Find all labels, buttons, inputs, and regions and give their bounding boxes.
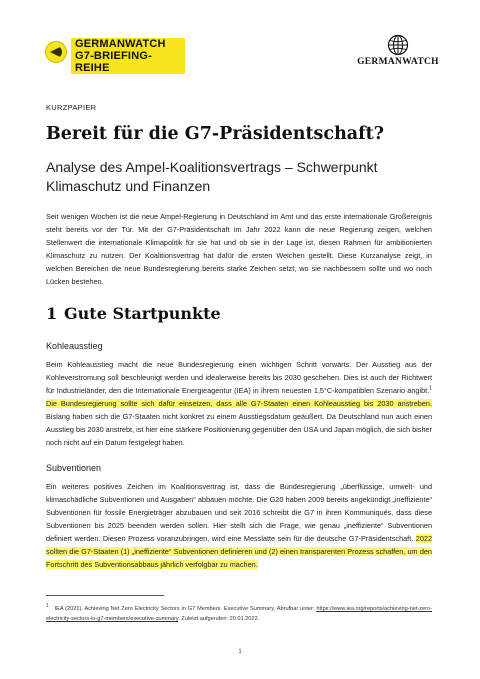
paragraph-text: Ein weiteres positives Zeichen im Koalitionsvertrag ist, dass die Bundesregierung „überflüssige, umwelt- und klimaschädliche Subventionen und Ausgaben“ abbauen möchte. Die G20 haben 2009 bereits angekündigt „ineffiziente“ Subventionen für fossile Energieträger abzubauen und seit 2016 schreibt die G7 in ihren Kommuniqués, dass diese Subventionen bis 2025 beenden werden sollen. Hier stellt sich die Frage, wie genau „ineffiziente“ Subventionen definiert werden. Diesen Prozess voranzubringen, wird eine Messlatte sein für die deutsche G7-Präsidentschaft. xyxy=(46,482,432,543)
subheading-kohleausstieg: Kohleausstieg xyxy=(46,341,103,351)
organization-name: GERMANWATCH xyxy=(357,57,439,67)
footnote-reference[interactable]: 1 xyxy=(429,385,432,392)
series-logo xyxy=(45,38,185,74)
series-label xyxy=(71,38,185,74)
footnote-divider xyxy=(46,595,164,596)
page-number: 1 xyxy=(238,649,242,655)
highlighted-recommendation: Die Bundesregierung sollte sich dafür einsetzen, dass alle G7-Staaten einen Kohleausstieg bis 2030 anstreben. xyxy=(46,399,432,408)
paragraph-kohleausstieg xyxy=(46,358,432,449)
series-line-2: G7-BRIEFING-REIHE xyxy=(75,50,152,74)
document-type-label: KURZPAPIER xyxy=(46,103,97,112)
section-title: Gute Startpunkte xyxy=(64,304,221,323)
footnote-date: . Zuletzt aufgerufen: 20.01.2022. xyxy=(178,616,260,622)
page-subtitle: Analyse des Ampel-Koalitionsvertrags – Schwerpunkt Klimaschutz und Finanzen xyxy=(46,159,378,194)
footnote-text: IEA (2021). Achieving Net Zero Electricity Sectors in G7 Members. Executive Summary. Abrufbar unter: xyxy=(54,606,315,612)
footnote-link[interactable]: https://www.iea.org/reports/achieving-net-zero-electricity-sectors-in-g7-members/executive-summary xyxy=(46,606,432,622)
paragraph-text: Bislang haben sich die G7-Staaten nicht konkret zu einem Ausstiegsdatum geäußert. Da Deutschland nun auch einen Ausstieg bis 2030 anstrebt, ist hier eine stärkere Positionierung gegenüber den USA und Japan möglich, die sich bisher noch nicht auf ein Datum festgelegt haben. xyxy=(46,412,432,447)
footnote xyxy=(46,604,432,624)
page-title: Bereit für die G7-Präsidentschaft? xyxy=(46,124,384,144)
highlighted-recommendation: 2022 sollten die G7-Staaten (1) „ineffiziente“ Subventionen definieren und (2) einen transparenten Prozess schaffen, um den Fortschritt des Subventionsabbaus jährlich verfolgbar zu machen. xyxy=(46,534,432,569)
intro-paragraph: Seit wenigen Wochen ist die neue Ampel-Regierung in Deutschland im Amt und das erste internationale Großereignis steht bereits vor der Tür. Mit der G7-Präsidentschaft im Jahr 2022 kann die neue Regierung zeigen, welchen Stellenwert die internationale Klimapolitik für sie hat und ob sie in der Lage ist, diesen Rahmen für ambitionierten Klimaschutz zu nutzen. Der Koalitionsvertrag hat dafür die ersten Weichen gestellt. Diese Kurzanalyse zeigt, in welchen Bereichen die neue Bundesregierung bereits starke Zeichen setzt, wo sie nachbessern sollte und wo noch Lücken bestehen. xyxy=(46,212,432,286)
section-number: 1 xyxy=(46,304,58,323)
series-line-1: GERMANWATCH xyxy=(75,38,166,50)
germanwatch-emblem-icon xyxy=(45,41,67,63)
footnote-number: 1 xyxy=(46,603,49,610)
organization-logo xyxy=(355,34,441,74)
globe-icon xyxy=(387,34,409,56)
subheading-subventionen: Subventionen xyxy=(46,463,102,473)
paragraph-text: Beim Kohleausstieg macht die neue Bundesregierung einen wichtigen Schritt vorwärts. Der Ausstieg aus der Kohleverstromung soll beschleunigt werden und idealerweise bereits bis 2030 geschehen. Dies ist auch der Richtwert für Industrieländer, den die Internationale Energieagentur (IEA) in ihrem neuesten 1,5°C-kompatiblen Szenario angibt. xyxy=(46,360,432,395)
paragraph-subventionen xyxy=(46,480,432,571)
section-heading xyxy=(46,303,221,325)
